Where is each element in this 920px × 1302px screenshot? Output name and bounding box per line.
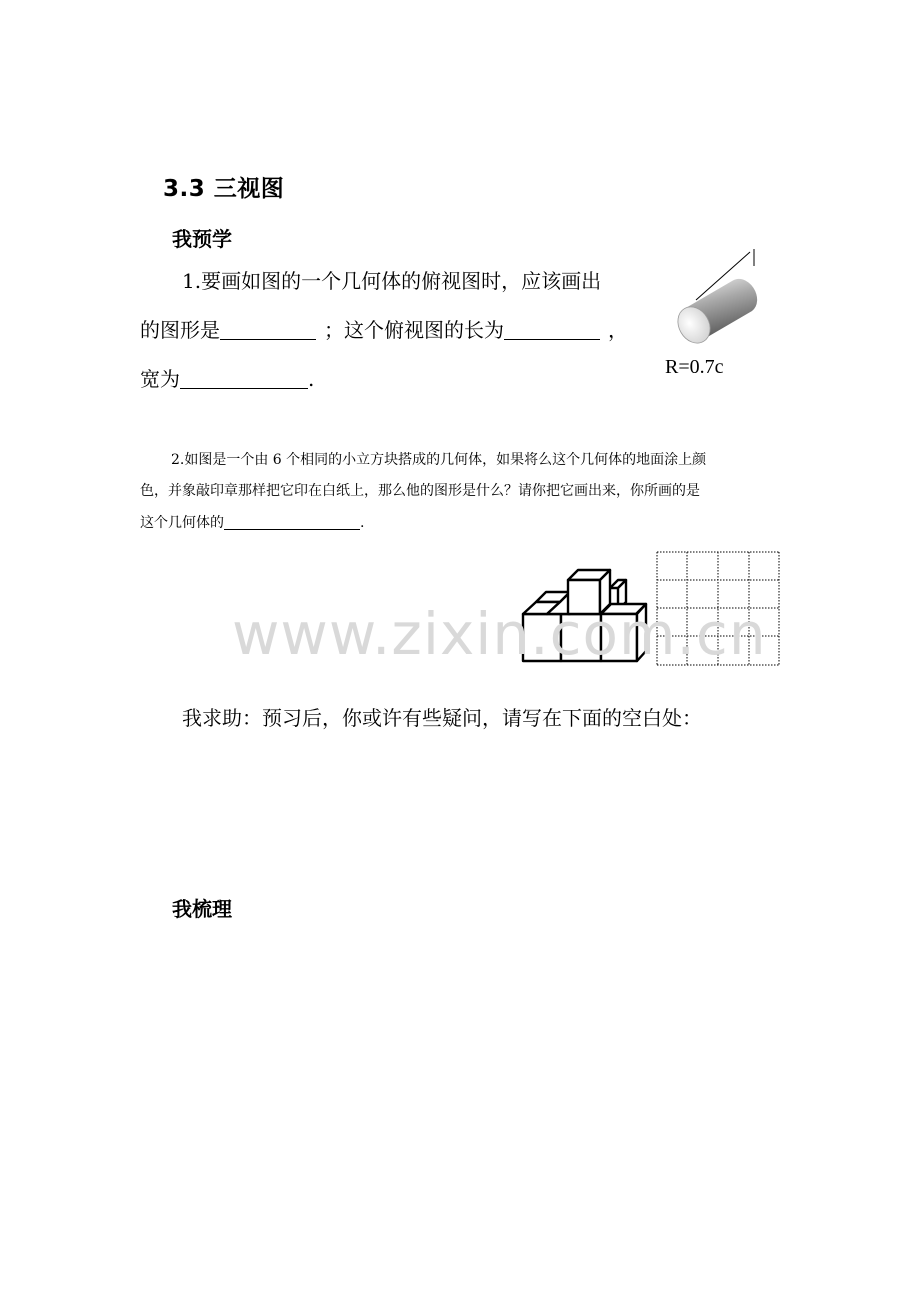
q2-line1: 2.如图是一个由 6 个相同的小立方块搭成的几何体，如果将么这个几何体的地面涂上颜 — [171, 452, 707, 468]
q1-line2 — [140, 320, 628, 340]
section-heading-review: 我梳理 — [172, 897, 232, 921]
q1-line2-text-b: ；这个俯视图的长为 — [324, 318, 504, 342]
answer-blank-shape[interactable] — [220, 321, 316, 340]
q1-line3-text-b: . — [308, 367, 315, 391]
q1-line3-text-a: 宽为 — [140, 367, 180, 391]
q1-line2-text-a: 的图形是 — [140, 318, 220, 342]
q2-line2: 色，并象敲印章那样把它印在白纸上，那么他的图形是什么？请你把它画出来，你所画的是 — [140, 483, 700, 499]
answer-blank-width[interactable] — [180, 370, 308, 389]
cylinder-radius-label: R=0.7c — [665, 356, 724, 378]
page-title: 3.3 三视图 — [163, 176, 285, 202]
q1-line3 — [140, 369, 314, 389]
q1-line2-text-c: ， — [608, 318, 628, 342]
q2-line3-text-a: 这个几何体的 — [140, 515, 224, 531]
cylinder-figure — [670, 245, 765, 355]
answer-blank-length[interactable] — [504, 321, 600, 340]
q2-line3 — [140, 516, 364, 530]
section-heading-preview: 我预学 — [172, 227, 232, 251]
help-prompt: 我求助：预习后，你或许有些疑问，请写在下面的空白处： — [182, 706, 702, 730]
q1-line1: 1.要画如图的一个几何体的俯视图时，应该画出 — [182, 269, 602, 293]
answer-blank-view[interactable] — [224, 516, 360, 530]
q2-line3-text-b: . — [360, 515, 365, 531]
watermark: www.zixin.com.cn — [232, 600, 767, 668]
